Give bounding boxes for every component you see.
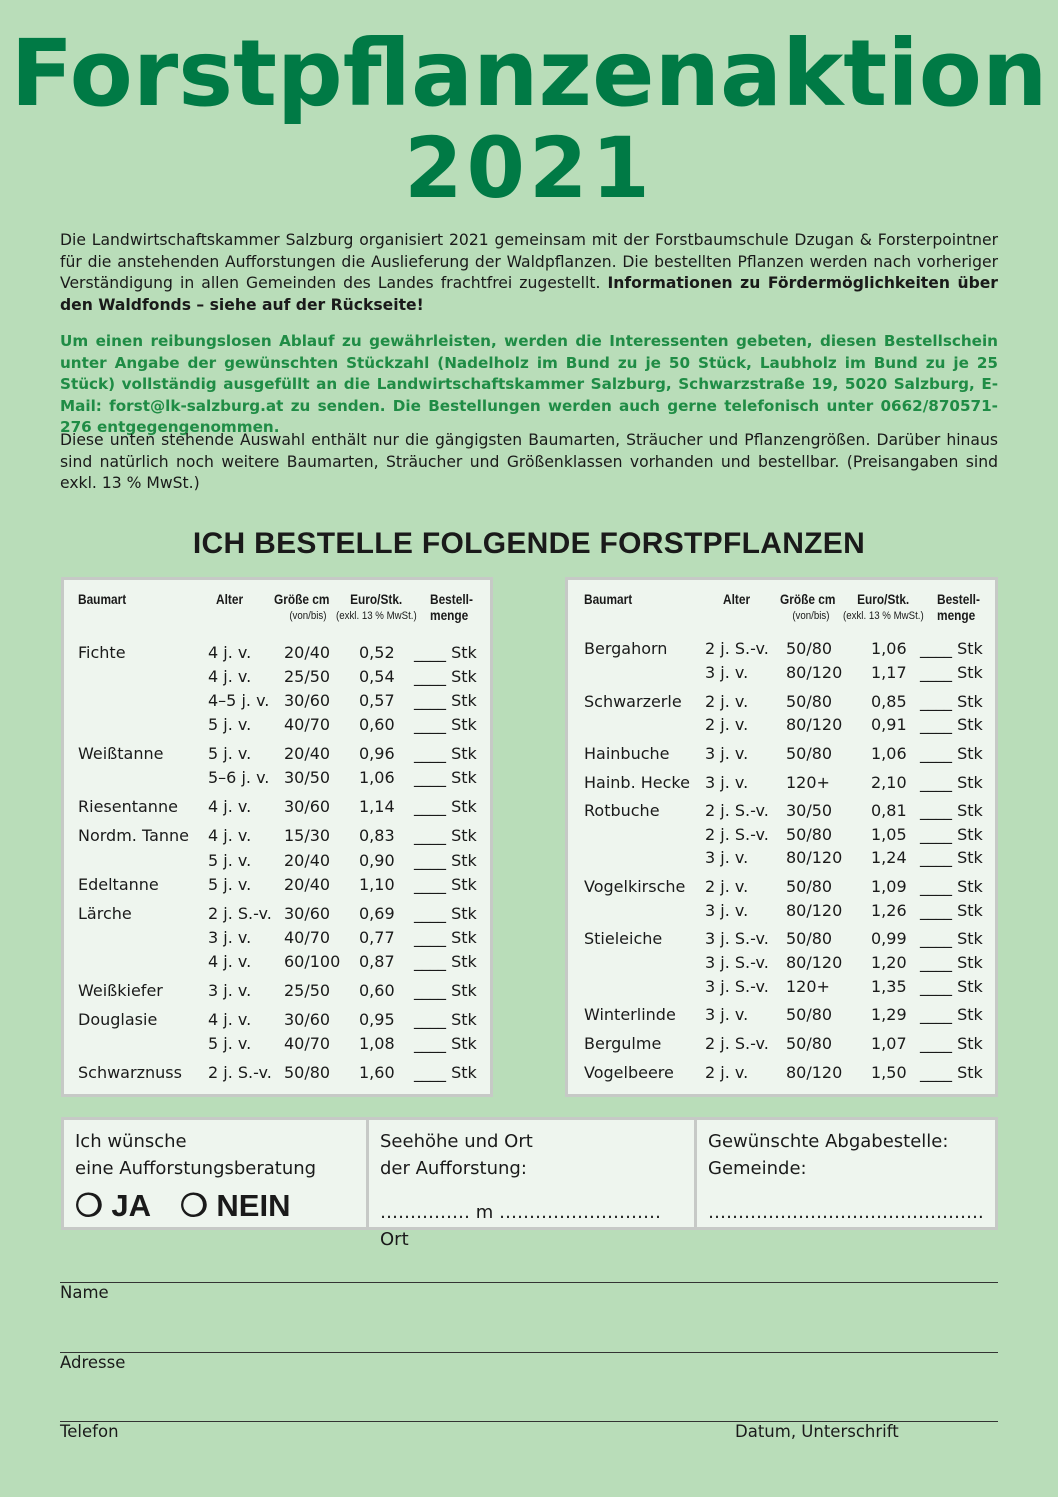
table-row [64,950,490,974]
plant-size: 80/120 [786,715,843,734]
species-name: Bergulme [584,1034,662,1053]
quantity-field[interactable]: ____ Stk [414,981,477,1000]
plant-age: 4 j. v. [208,1010,252,1029]
plant-age: 2 j. v. [705,715,749,734]
name-label: Name [60,1283,109,1302]
unit-price: 0,87 [359,952,395,971]
intro-paragraph-3: Diese unten stehende Auswahl enthält nur die gängigsten Baumarten, Sträucher und Pflanzengrößen. Darüber hinaus sind natürlich noch weitere Baumarten, Sträucher und Größenklassen vorhanden und bestellbar. (Preisangaben sind exkl. 13 % MwSt.) [60,431,998,492]
order-table-conifers [61,577,493,1097]
plant-size: 50/80 [786,825,833,844]
altitude-label-1: Seehöhe und Ort [380,1131,533,1152]
col-header-size: Größe cm (von/bis) [274,592,330,622]
plant-age: 2 j. S.-v. [705,639,769,658]
plant-size: 50/80 [786,929,833,948]
quantity-field[interactable]: ____ Stk [414,928,477,947]
plant-age: 4 j. v. [208,826,252,845]
delivery-label-2: Gemeinde: [708,1158,807,1179]
species-name: Schwarzerle [584,692,682,711]
species-name: Vogelkirsche [584,877,686,896]
unit-price: 1,06 [359,768,395,787]
plant-age: 3 j. v. [705,773,749,792]
plant-age: 3 j. v. [208,928,252,947]
intro-paragraph-1 [60,230,998,316]
plant-size: 20/40 [284,643,331,662]
col-header-age: Alter [216,592,244,607]
plant-size: 30/60 [284,1010,331,1029]
species-name: Fichte [78,643,126,662]
plant-size: 120+ [786,773,830,792]
species-name: Rotbuche [584,801,660,820]
plant-age: 4 j. v. [208,643,252,662]
plant-size: 80/120 [786,663,843,682]
plant-size: 80/120 [786,901,843,920]
address-line[interactable] [60,1352,998,1353]
quantity-field[interactable]: ____ Stk [920,801,983,820]
table-row [64,1061,490,1085]
table-row [568,1032,995,1056]
page-title-year: 2021 [404,119,654,217]
plant-age: 3 j. v. [705,744,749,763]
unit-price: 1,26 [871,901,907,920]
table-row [64,902,490,926]
quantity-field[interactable]: ____ Stk [414,875,477,894]
plant-age: 2 j. S.-v. [208,1063,272,1082]
col-header-qty: Bestell- menge [937,592,980,623]
plant-age: 5 j. v. [208,875,252,894]
species-name: Winterlinde [584,1005,676,1024]
unit-price: 0,60 [359,981,395,1000]
quantity-field[interactable]: ____ Stk [414,744,477,763]
altitude-location-box [366,1117,697,1250]
species-name: Hainbuche [584,744,670,763]
quantity-field[interactable]: ____ Stk [920,877,983,896]
unit-price: 1,29 [871,1005,907,1024]
date-signature-label: Datum, Unterschrift [735,1422,899,1441]
plant-size: 15/30 [284,826,331,845]
plant-age: 3 j. S.-v. [705,929,769,948]
table-row [568,661,995,685]
plant-age: 2 j. v. [705,1063,749,1082]
plant-age: 2 j. S.-v. [705,1034,769,1053]
quantity-field[interactable]: ____ Stk [920,773,983,792]
plant-age: 4 j. v. [208,667,252,686]
species-name: Vogelbeere [584,1063,674,1082]
quantity-field[interactable]: ____ Stk [414,952,477,971]
unit-price: 1,20 [871,953,907,972]
plant-age: 5 j. v. [208,715,252,734]
unit-price: 2,10 [871,773,907,792]
table-row [568,823,995,847]
unit-price: 1,60 [359,1063,395,1082]
plant-size: 30/60 [284,904,331,923]
page-title: Forstpflanzenaktion [10,20,1048,127]
table-row [568,1003,995,1027]
quantity-field[interactable]: ____ Stk [920,1063,983,1082]
quantity-field[interactable]: ____ Stk [920,639,983,658]
table-row [64,849,490,873]
species-name: Nordm. Tanne [78,826,190,845]
quantity-field[interactable]: ____ Stk [920,1005,983,1024]
plant-age: 5–6 j. v. [208,768,270,787]
plant-size: 30/50 [786,801,833,820]
species-name: Douglasie [78,1010,158,1029]
plant-size: 30/60 [284,797,331,816]
plant-size: 50/80 [284,1063,331,1082]
plant-age: 3 j. v. [208,981,252,1000]
quantity-field[interactable]: ____ Stk [920,901,983,920]
order-table-broadleaves [565,577,998,1097]
unit-price: 0,57 [359,691,395,710]
unit-price: 1,24 [871,848,907,867]
consult-no-option[interactable]: ❍ NEIN [180,1188,291,1223]
table-row [64,742,490,766]
unit-price: 0,54 [359,667,395,686]
plant-age: 5 j. v. [208,851,252,870]
address-label: Adresse [60,1353,126,1372]
quantity-field[interactable]: ____ Stk [414,643,477,662]
name-line[interactable] [60,1282,998,1283]
plant-size: 80/120 [786,1063,843,1082]
municipality-input[interactable]: ………………………………………. [708,1202,984,1223]
table-row [568,690,995,714]
plant-size: 25/50 [284,981,331,1000]
species-name: Weißkiefer [78,981,163,1000]
quantity-field[interactable]: ____ Stk [414,1010,477,1029]
quantity-field[interactable]: ____ Stk [414,826,477,845]
species-name: Edeltanne [78,875,159,894]
altitude-label-2: der Aufforstung: [380,1158,527,1179]
plant-age: 3 j. v. [705,663,749,682]
unit-price: 1,06 [871,744,907,763]
plant-size: 80/120 [786,848,843,867]
plant-age: 3 j. v. [705,848,749,867]
consult-label-2: eine Aufforstungsberatung [75,1158,317,1179]
table-row [64,641,490,665]
species-name: Weißtanne [78,744,164,763]
unit-price: 1,08 [359,1034,395,1053]
quantity-field[interactable]: ____ Stk [920,825,983,844]
plant-age: 5 j. v. [208,1034,252,1053]
table-row [568,951,995,975]
unit-price: 0,52 [359,643,395,662]
unit-price: 1,50 [871,1063,907,1082]
unit-price: 0,95 [359,1010,395,1029]
plant-age: 4 j. v. [208,952,252,971]
table-row [568,1061,995,1085]
species-name: Bergahorn [584,639,668,658]
table-row [64,713,490,737]
table-row [568,899,995,923]
table-row [568,875,995,899]
unit-price: 1,09 [871,877,907,896]
consult-label-1: Ich wünsche [75,1131,187,1152]
unit-price: 0,91 [871,715,907,734]
plant-age: 3 j. S.-v. [705,977,769,996]
intro-text: Die Landwirtschaftskammer Salzburg organisiert 2021 gemeinsam mit der Forstbaumschule Dzugan & Forsterpointner für die anstehenden Aufforstungen die Auslieferung der Waldpflanzen. Die bestellten Pflanzen werden nach vorheriger Verständigung in allen Gemeinden des Landes frachtfrei zugestellt. [60,231,998,292]
table-row [64,795,490,819]
plant-size: 20/40 [284,875,331,894]
plant-size: 20/40 [284,851,331,870]
unit-price: 1,14 [359,797,395,816]
plant-age: 2 j. S.-v. [208,904,272,923]
col-header-species: Baumart [78,592,127,607]
table-row [64,766,490,790]
quantity-field[interactable]: ____ Stk [920,848,983,867]
quantity-field[interactable]: ____ Stk [414,904,477,923]
unit-price: 0,96 [359,744,395,763]
table-row [568,927,995,951]
quantity-field[interactable]: ____ Stk [414,691,477,710]
intro-funding-info: Informationen zu Fördermöglichkeiten über den Waldfonds – siehe auf der Rückseite! [60,274,998,314]
unit-price: 0,60 [359,715,395,734]
altitude-input[interactable]: …………… m ……………………… Ort [380,1202,661,1250]
quantity-field[interactable]: ____ Stk [920,692,983,711]
col-header-price: Euro/Stk. (exkl. 13 % MwSt.) [843,592,924,622]
species-name: Hainb. Hecke [584,773,690,792]
quantity-field[interactable]: ____ Stk [414,768,477,787]
unit-price: 0,81 [871,801,907,820]
table-row [568,742,995,766]
unit-price: 1,05 [871,825,907,844]
table-row [64,1032,490,1056]
unit-price: 0,77 [359,928,395,947]
plant-age: 4 j. v. [208,797,252,816]
plant-size: 50/80 [786,1005,833,1024]
plant-size: 40/70 [284,715,331,734]
species-name: Schwarznuss [78,1063,182,1082]
plant-size: 25/50 [284,667,331,686]
consult-yes-option[interactable]: ❍ JA [75,1188,152,1223]
plant-size: 50/80 [786,639,833,658]
plant-size: 60/100 [284,952,341,971]
table-row [568,771,995,795]
quantity-field[interactable]: ____ Stk [414,715,477,734]
order-heading: ICH BESTELLE FOLGENDE FORSTPFLANZEN [192,527,866,560]
plant-size: 30/50 [284,768,331,787]
species-name: Lärche [78,904,132,923]
quantity-field[interactable]: ____ Stk [920,977,983,996]
table-row [568,637,995,661]
unit-price: 0,83 [359,826,395,845]
unit-price: 0,90 [359,851,395,870]
unit-price: 1,35 [871,977,907,996]
quantity-field[interactable]: ____ Stk [920,1034,983,1053]
col-header-price: Euro/Stk. (exkl. 13 % MwSt.) [336,592,417,622]
table-row [64,1008,490,1032]
col-header-age: Alter [723,592,751,607]
quantity-field[interactable]: ____ Stk [920,744,983,763]
unit-price: 0,99 [871,929,907,948]
species-name: Stieleiche [584,929,663,948]
table-row [568,799,995,823]
quantity-field[interactable]: ____ Stk [920,929,983,948]
plant-size: 40/70 [284,1034,331,1053]
unit-price: 1,10 [359,875,395,894]
quantity-field[interactable]: ____ Stk [414,1034,477,1053]
plant-size: 120+ [786,977,830,996]
plant-age: 3 j. v. [705,1005,749,1024]
table-row [568,846,995,870]
table-row [64,873,490,897]
consultation-box [61,1117,370,1230]
unit-price: 1,17 [871,663,907,682]
plant-size: 80/120 [786,953,843,972]
unit-price: 0,85 [871,692,907,711]
unit-price: 1,06 [871,639,907,658]
plant-size: 30/60 [284,691,331,710]
table-row [568,975,995,999]
species-name: Riesentanne [78,797,178,816]
quantity-field[interactable]: ____ Stk [920,663,983,682]
plant-age: 2 j. S.-v. [705,801,769,820]
table-row [64,689,490,713]
quantity-field[interactable]: ____ Stk [414,667,477,686]
plant-age: 2 j. S.-v. [705,825,769,844]
unit-price: 0,69 [359,904,395,923]
table-row [64,926,490,950]
plant-size: 50/80 [786,1034,833,1053]
plant-age: 2 j. v. [705,692,749,711]
table-row [64,665,490,689]
plant-size: 40/70 [284,928,331,947]
quantity-field[interactable]: ____ Stk [920,953,983,972]
table-row [64,979,490,1003]
delivery-label-1: Gewünschte Abgabestelle: [708,1131,949,1152]
quantity-field[interactable]: ____ Stk [414,797,477,816]
col-header-species: Baumart [584,592,633,607]
phone-label: Telefon [60,1422,119,1441]
plant-age: 4–5 j. v. [208,691,270,710]
quantity-field[interactable]: ____ Stk [920,715,983,734]
plant-size: 50/80 [786,692,833,711]
table-row [64,824,490,848]
plant-age: 3 j. v. [705,901,749,920]
plant-age: 3 j. S.-v. [705,953,769,972]
plant-age: 2 j. v. [705,877,749,896]
plant-size: 20/40 [284,744,331,763]
quantity-field[interactable]: ____ Stk [414,1063,477,1082]
delivery-box [694,1117,998,1230]
quantity-field[interactable]: ____ Stk [414,851,477,870]
plant-age: 5 j. v. [208,744,252,763]
plant-size: 50/80 [786,744,833,763]
intro-paragraph-2: Um einen reibungslosen Ablauf zu gewährleisten, werden die Interessenten gebeten, diesen Bestellschein unter Angabe der gewünschten Stückzahl (Nadelholz im Bund zu je 50 Stück, Laubholz im Bund zu je 25 Stück) vollständig ausgefüllt an die Landwirtschaftskammer Salzburg, Schwarzstraße 19, 5020 Salzburg, E-Mail: forst@lk-salzburg.at zu senden. Die Bestellungen werden auch gerne telefonisch unter 0662/870571-276 entgegengenommen. [60,332,998,436]
plant-size: 50/80 [786,877,833,896]
unit-price: 1,07 [871,1034,907,1053]
table-row [568,713,995,737]
col-header-size: Größe cm (von/bis) [780,592,836,622]
col-header-qty: Bestell- menge [430,592,473,623]
